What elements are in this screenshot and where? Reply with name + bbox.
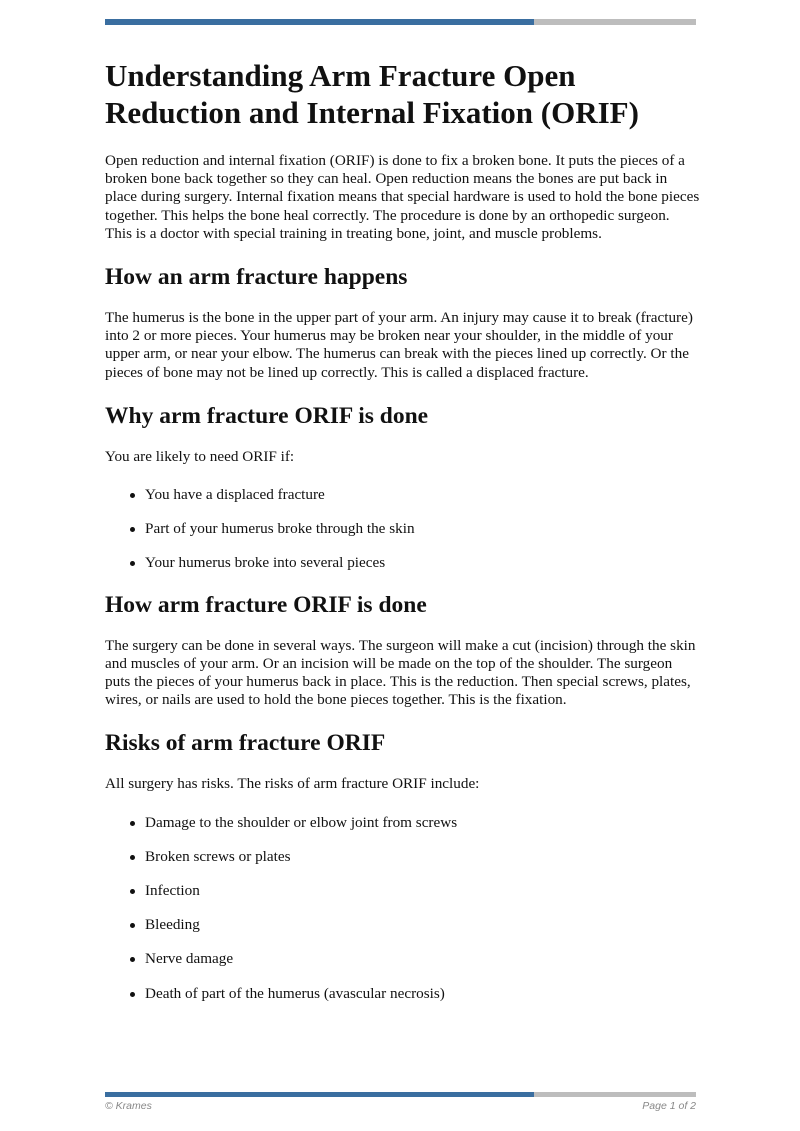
section-paragraph-why-done: You are likely to need ORIF if: — [105, 447, 295, 465]
header-rule — [105, 19, 696, 25]
intro-paragraph: Open reduction and internal fixation (ORIF) is done to fix a broken bone. It puts the pieces of a broken bone back together so they can heal. Open reduction means the bones are put back in place during surgery. Internal fixation means that special hardware is used to hold the bone pieces together. This helps the bone heal correctly. The procedure is done by an orthopedic surgeon. This is a doctor with special training in treating bone, joint, and muscle problems. — [105, 152, 700, 242]
header-rule-accent — [105, 19, 534, 25]
list-item: Death of part of the humerus (avascular necrosis) — [105, 985, 700, 1003]
why-done-list — [105, 486, 700, 573]
section-paragraph-how-it-happens: The humerus is the bone in the upper part of your arm. An injury may cause it to break (fracture) into 2 or more pieces. Your humerus may be broken near your shoulder, in the middle of your upper arm, or near your elbow. The humerus can break with the pieces lined up correctly. Or the pieces of bone may not be lined up correctly. This is called a displaced fracture. — [105, 309, 693, 381]
page-footer — [105, 1100, 696, 1112]
footer-rule-accent — [105, 1092, 534, 1097]
list-item: You have a displaced fracture — [105, 486, 700, 504]
risks-list — [105, 814, 700, 1003]
section-heading-how-done: How arm fracture ORIF is done — [105, 591, 427, 618]
list-item: Part of your humerus broke through the skin — [105, 520, 700, 538]
list-item: Nerve damage — [105, 950, 700, 968]
copyright-text: © Krames — [105, 1100, 152, 1112]
list-item: Broken screws or plates — [105, 848, 700, 866]
section-heading-risks: Risks of arm fracture ORIF — [105, 730, 386, 757]
section-paragraph-how-done: The surgery can be done in several ways. The surgeon will make a cut (incision) through the skin and muscles of your arm. Or an incision will be made on the top of the shoulder. The surgeon puts the pieces of your humerus back in place. This is the reduction. Then special screws, plates, wires, or nails are used to hold the bone pieces together. This is the fixation. — [105, 636, 696, 709]
list-item: Your humerus broke into several pieces — [105, 554, 700, 572]
section-heading-how-it-happens: How an arm fracture happens — [105, 264, 408, 291]
list-item: Infection — [105, 882, 700, 900]
section-heading-why-done: Why arm fracture ORIF is done — [105, 402, 429, 429]
list-item: Bleeding — [105, 916, 700, 934]
document-body — [105, 57, 700, 1021]
footer-rule-secondary — [534, 1092, 696, 1097]
footer-rule — [105, 1092, 696, 1097]
section-paragraph-risks: All surgery has risks. The risks of arm fracture ORIF include: — [105, 775, 480, 793]
header-rule-secondary — [534, 19, 696, 25]
page-title: Understanding Arm Fracture Open Reduction and Internal Fixation (ORIF) — [105, 58, 639, 130]
list-item: Damage to the shoulder or elbow joint from screws — [105, 814, 700, 832]
page-number: Page 1 of 2 — [642, 1100, 696, 1112]
